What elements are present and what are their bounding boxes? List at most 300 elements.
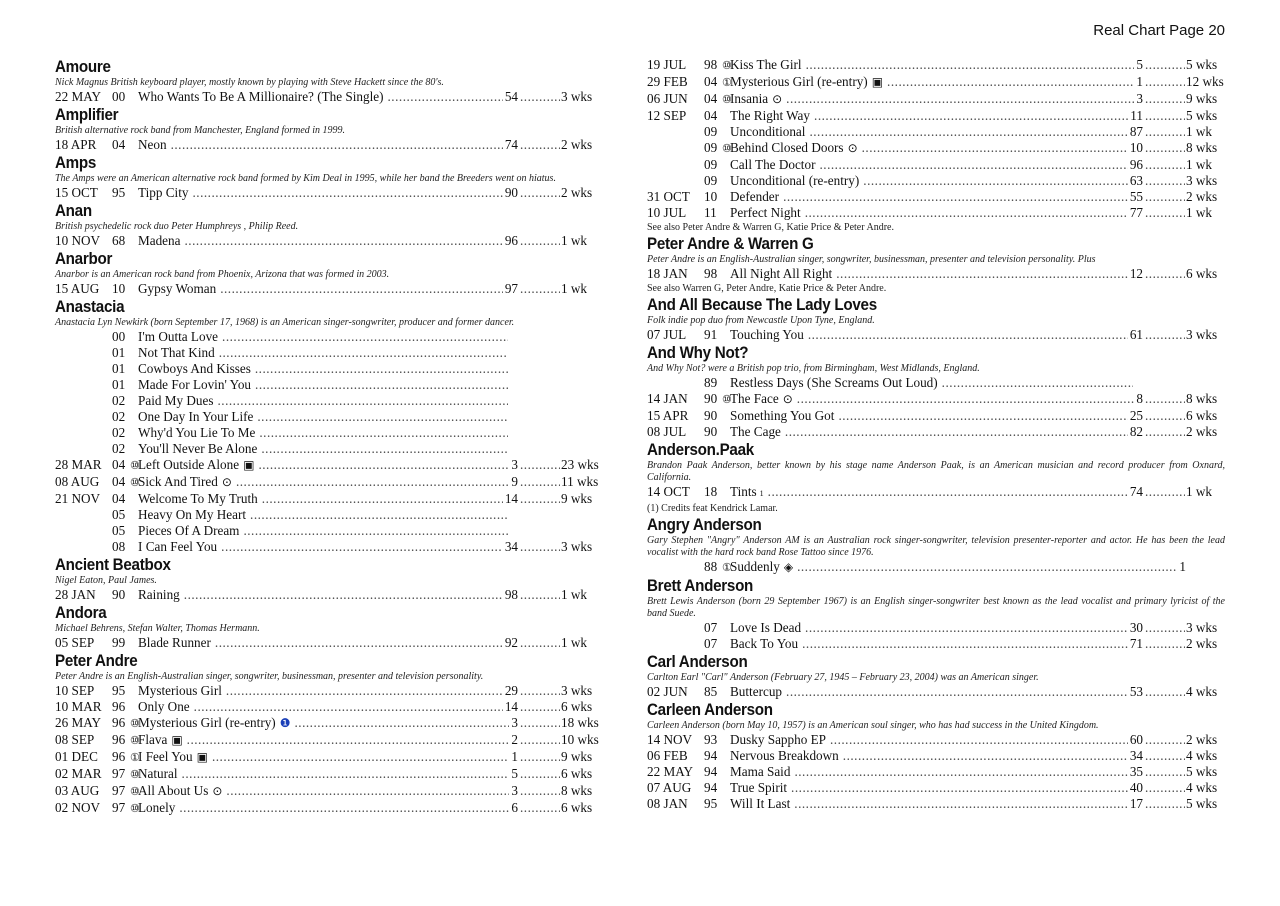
entry-peak-position: 3 [511,457,518,472]
chart-entry-row [647,189,1225,205]
entry-peak-position: 90 [504,185,518,200]
entry-title: Mama Said [730,764,791,779]
dot-leader [259,425,508,441]
chart-entry-row [647,636,1225,652]
entry-title: Lonely [138,800,176,815]
artist-block [647,576,1225,652]
artist-block [647,440,1225,515]
entry-year: 18 [704,484,718,499]
entry-year: 02 [112,425,126,440]
dot-leader [786,684,1128,700]
entry-weeks: 5 wks [1186,796,1218,811]
entry-peak-position: 14 [504,491,518,506]
dot-leader [520,491,560,507]
artist-name: Amps [55,154,97,172]
entry-weeks: 1 wk [561,587,588,602]
artist-description: Folk indie pop duo from Newcastle Upon Tyne, England. [647,315,875,326]
entry-year: 89 [704,375,718,390]
entry-title: Will It Last [730,796,791,811]
entry-title: Pieces Of A Dream [138,523,240,538]
entry-title: Something You Got [730,408,835,423]
dot-leader [805,620,1128,636]
entry-title: Back To You [730,636,799,651]
artist-block [647,343,1225,440]
entry-year: 94 [704,748,718,763]
entry-rank-marker: ⑩ [130,477,140,489]
see-also-note: See also Warren G, Peter Andre, Katie Price & Peter Andre. [647,283,887,294]
entry-title: Dusky Sappho EP [730,732,826,747]
entry-date: 07 AUG [647,780,692,795]
chart-entry-row [647,796,1225,812]
entry-title: One Day In Your Life [138,409,254,424]
entry-date: 18 APR [55,137,97,152]
entry-year: 04 [112,457,126,472]
dot-leader [1145,636,1185,652]
artist-name: Carleen Anderson [647,701,773,719]
dot-leader [226,783,509,799]
dot-leader [520,766,560,782]
entry-year: 96 [112,715,126,730]
entry-weeks: 2 wks [561,137,593,152]
entry-year: 98 [704,57,718,72]
entry-rank-marker: ① [130,752,140,764]
chart-entry-row [55,783,600,800]
entry-date: 31 OCT [647,189,690,204]
dot-leader [217,393,508,409]
dot-leader [184,233,502,249]
chart-entry-row [55,539,600,555]
dot-leader [1145,327,1185,343]
entry-title: Insania [730,91,769,106]
chart-entry-row [647,57,1225,74]
certification-icon: ▣ [871,75,884,89]
entry-year: 88 [704,559,718,574]
chart-entry-row [55,329,600,345]
entry-title: Natural [138,766,178,781]
entry-title: Not That Kind [138,345,215,360]
entry-title: True Spirit [730,780,788,795]
entry-rank-marker: ⑩ [722,60,732,72]
certification-icon: ⊙ [221,475,232,489]
entry-peak-position: 71 [1129,636,1143,651]
entry-year: 68 [112,233,126,248]
entry-year: 96 [112,699,126,714]
dot-leader [814,108,1128,124]
chart-entry-row [647,91,1225,108]
certification-icon: ▣ [243,458,255,472]
dot-leader [520,683,560,699]
entry-peak-position: 40 [1129,780,1143,795]
entry-peak-position: 12 [1129,266,1143,281]
entry-year: 96 [112,732,126,747]
dot-leader [215,635,503,651]
chart-entry-row [647,559,1225,576]
entry-title: The Right Way [730,108,811,123]
entry-title: Tints [730,484,757,499]
entry-peak-position: 34 [504,539,518,554]
entry-title: Unconditional (re-entry) [730,173,860,188]
dot-leader [182,766,510,782]
dot-leader [1145,748,1185,764]
entry-weeks: 11 wks [561,474,599,489]
artist-name: Amplifier [55,106,119,124]
entry-peak-position: 3 [511,715,518,730]
artist-description: Anarbor is an American rock band from Phoenix, Arizona that was formed in 2003. [55,269,390,280]
entry-year: 04 [704,91,718,106]
dot-leader [1145,91,1185,107]
dot-leader [192,185,502,201]
entry-date: 02 MAR [55,766,102,781]
entry-weeks: 9 wks [1186,91,1218,106]
artist-name: Anan [55,202,92,220]
entry-peak-position: 10 [1129,140,1143,155]
dot-leader [786,91,1134,107]
dot-leader [1145,57,1185,73]
dot-leader [520,281,560,297]
entry-title: I Feel You [138,749,193,764]
entry-year: 93 [704,732,718,747]
left-column [55,57,600,817]
entry-peak-position: 1 [1179,559,1186,574]
dot-leader [520,732,560,748]
dot-leader [520,749,560,765]
dot-leader [221,539,503,555]
dot-leader [843,748,1128,764]
entry-weeks: 2 wks [1186,636,1218,651]
dot-leader [520,457,560,473]
entry-date: 06 JUN [647,91,688,106]
dot-leader [262,491,503,507]
certification-icon: ▣ [196,750,208,764]
chart-entry-row [55,699,600,715]
entry-title: Perfect Night [730,205,801,220]
artist-name: Amoure [55,58,111,76]
dot-leader [863,173,1128,189]
entry-weeks: 1 wk [1186,484,1213,499]
dot-leader [808,327,1128,343]
entry-title: Gypsy Woman [138,281,217,296]
entry-year: 90 [704,408,718,423]
dot-leader [838,408,1127,424]
entry-weeks: 3 wks [1186,327,1218,342]
entry-rank-marker: ① [722,562,732,574]
chart-entry-row [55,732,600,749]
entry-year: 04 [704,108,718,123]
entry-date: 15 AUG [55,281,100,296]
entry-date: 07 JUL [647,327,687,342]
certification-icon: ❶ [279,716,291,730]
chart-entry-row [647,266,1225,282]
entry-weeks: 5 wks [1186,764,1218,779]
entry-weeks: 8 wks [561,783,593,798]
entry-title: Touching You [730,327,804,342]
dot-leader [1145,124,1185,140]
chart-entry-row [647,157,1225,173]
entry-year: 97 [112,800,126,815]
chart-entry-row [55,523,600,539]
entry-peak-position: 3 [1136,91,1143,106]
artist-block [55,249,600,297]
entry-rank-marker: ⑩ [130,803,140,815]
entry-year: 90 [112,587,126,602]
entry-date: 22 MAY [55,89,102,104]
dot-leader [887,74,1134,90]
entry-year: 01 [112,377,126,392]
artist-description: The Amps were an American alternative rock band formed by Kim Deal in 1995, while her band the Breeders went on hiatus. [55,173,556,184]
entry-title: The Cage [730,424,781,439]
chart-entry-row [55,507,600,523]
entry-year: 04 [112,137,126,152]
entry-year: 09 [704,157,718,172]
dot-leader [806,57,1135,73]
dot-leader [797,391,1135,407]
entry-date: 14 OCT [647,484,690,499]
artist-description: Peter Andre is an English-Australian singer, songwriter, businessman, presenter and television personality. Plus [647,254,1096,265]
entry-year: 05 [112,523,126,538]
entry-peak-position: 63 [1129,173,1143,188]
dot-leader [388,89,503,105]
entry-year: 90 [704,391,718,406]
dot-leader [222,329,508,345]
chart-entry-row [55,749,600,766]
chart-entry-row [55,393,600,409]
entry-weeks: 18 wks [561,715,599,730]
entry-weeks: 4 wks [1186,748,1218,763]
entry-date: 03 AUG [55,783,100,798]
dot-leader [261,441,508,457]
entry-peak-position: 96 [504,233,518,248]
entry-weeks: 4 wks [1186,780,1218,795]
entry-title: Buttercup [730,684,783,699]
entry-year: 01 [112,345,126,360]
chart-entry-row [647,173,1225,189]
entry-year: 10 [112,281,126,296]
entry-date: 26 MAY [55,715,102,730]
chart-entry-row [55,281,600,297]
entry-peak-position: 25 [1129,408,1143,423]
chart-entry-row [55,683,600,699]
dot-leader [1145,108,1185,124]
chart-entry-row [55,137,600,153]
entry-year: 04 [112,491,126,506]
chart-entry-row [647,124,1225,140]
artist-block [55,297,600,555]
chart-entry-row [647,424,1225,440]
dot-leader [255,377,508,393]
dot-leader [791,780,1128,796]
entry-peak-position: 82 [1129,424,1143,439]
entry-weeks: 8 wks [1186,391,1218,406]
artist-description: British psychedelic rock duo Peter Humphreys , Philip Reed. [55,221,299,232]
chart-entry-row [647,732,1225,748]
entry-year: 07 [704,620,718,635]
chart-entry-row [647,748,1225,764]
entry-weeks: 3 wks [561,683,593,698]
entry-date: 15 OCT [55,185,98,200]
entry-date: 21 NOV [55,491,101,506]
entry-title: Flava [138,732,168,747]
entry-peak-position: 35 [1129,764,1143,779]
dot-leader [1145,391,1185,407]
artist-block [55,105,600,153]
chart-entry-row [647,74,1225,91]
chart-entry-row [55,635,600,651]
dot-leader [236,474,509,490]
chart-entry-row [55,361,600,377]
dot-leader [768,484,1128,500]
artist-block [55,153,600,201]
dot-leader [520,185,560,201]
artist-description: Nick Magnus British keyboard player, mostly known by playing with Steve Hackett since the 80's. [55,77,444,88]
dot-leader [258,457,509,473]
artist-name: Angry Anderson [647,516,762,534]
chart-entry-row [55,185,600,201]
chart-entry-row [55,800,600,817]
entry-title: All About Us [138,783,209,798]
dot-leader [1145,157,1185,173]
chart-entry-row [647,780,1225,796]
dot-leader [794,764,1127,780]
see-also-note: (1) Credits feat Kendrick Lamar. [647,503,778,514]
entry-date: 22 MAY [647,764,694,779]
entry-peak-position: 6 [511,800,518,815]
dot-leader [1145,140,1185,156]
entry-title: Welcome To My Truth [138,491,258,506]
entry-year: 97 [112,766,126,781]
dot-leader [520,233,560,249]
dot-leader [219,345,508,361]
entry-peak-position: 3 [511,783,518,798]
entry-date: 02 NOV [55,800,101,815]
chart-entry-row [55,457,600,474]
entry-peak-position: 54 [504,89,518,104]
dot-leader [220,281,503,297]
entry-rank-marker: ⑩ [130,769,140,781]
entry-date: 19 JUL [647,57,687,72]
entry-weeks: 6 wks [1186,266,1218,281]
certification-icon: ⊙ [772,92,783,106]
entry-year: 95 [704,796,718,811]
dot-leader [194,699,503,715]
entry-peak-position: 77 [1129,205,1143,220]
entry-date: 02 JUN [647,684,688,699]
entry-year: 11 [704,205,717,220]
dot-leader [226,683,503,699]
entry-title: Suddenly [730,559,780,574]
entry-title: Unconditional [730,124,806,139]
entry-peak-position: 98 [504,587,518,602]
entry-peak-position: 1 [1136,74,1143,89]
page-header: Real Chart Page 20 [1093,22,1225,39]
entry-title: You'll Never Be Alone [138,441,258,456]
dot-leader [1145,620,1185,636]
certification-icon: ◈ [783,560,794,574]
artist-block [55,603,600,651]
entry-footnote-ref: 1 [759,489,764,498]
chart-entry-row [55,474,600,491]
dot-leader [520,137,560,153]
dot-leader [862,140,1128,156]
artist-description: Michael Behrens, Stefan Walter, Thomas Hermann. [55,623,260,634]
entry-year: 95 [112,185,126,200]
dot-leader [802,636,1128,652]
entry-title: Only One [138,699,190,714]
artist-block [55,57,600,105]
dot-leader [520,539,560,555]
entry-title: Sick And Tired [138,474,218,489]
chart-entry-row [647,205,1225,221]
entry-title: Left Outside Alone [138,457,240,472]
certification-icon: ⊙ [212,784,223,798]
dot-leader [1145,484,1185,500]
dot-leader [1145,189,1185,205]
entry-weeks: 23 wks [561,457,599,472]
entry-date: 01 DEC [55,749,98,764]
entry-weeks: 1 wk [1186,157,1213,172]
chart-entry-row [647,327,1225,343]
entry-title: Cowboys And Kisses [138,361,251,376]
dot-leader [520,587,560,603]
entry-date: 06 FEB [647,748,688,763]
entry-weeks: 2 wks [561,185,593,200]
entry-title: Kiss The Girl [730,57,802,72]
chart-entry-row [647,484,1225,502]
chart-entry-row [55,441,600,457]
entry-year: 10 [704,189,718,204]
chart-entry-row [55,409,600,425]
entry-peak-position: 8 [1136,391,1143,406]
entry-rank-marker: ⑩ [130,460,140,472]
entry-title: Neon [138,137,167,152]
dot-leader [520,715,560,731]
artist-name: And Why Not? [647,344,749,362]
entry-peak-position: 97 [504,281,518,296]
entry-year: 90 [704,424,718,439]
entry-year: 99 [112,635,126,650]
entry-weeks: 6 wks [561,800,593,815]
entry-title: Restless Days (She Screams Out Loud) [730,375,938,390]
artist-name: Carl Anderson [647,653,748,671]
entry-title: All Night All Right [730,266,833,281]
entry-weeks: 3 wks [561,539,593,554]
entry-weeks: 1 wk [1186,124,1213,139]
entry-weeks: 12 wks [1186,74,1224,89]
entry-date: 28 MAR [55,457,102,472]
dot-leader [1145,205,1185,221]
dot-leader [1145,408,1185,424]
entry-title: Call The Doctor [730,157,816,172]
artist-block [647,652,1225,700]
entry-peak-position: 61 [1129,327,1143,342]
artist-description: Gary Stephen "Angry" Anderson AM is an Australian rock singer-songwriter, television presenter-reporter and actor. He has been the lead vocalist with the hard rock band Rose Tattoo since 1976. [647,535,1225,558]
dot-leader [1145,796,1185,812]
entry-year: 85 [704,684,718,699]
see-also-note: See also Peter Andre & Warren G, Katie Price & Peter Andre. [647,222,894,233]
entry-peak-position: 2 [511,732,518,747]
entry-title: I'm Outta Love [138,329,219,344]
entry-title: Mysterious Girl (re-entry) [138,715,276,730]
entry-date: 18 JAN [647,266,688,281]
artist-description: Nigel Eaton, Paul James. [55,575,157,586]
dot-leader [1145,684,1185,700]
entry-date: 15 APR [647,408,689,423]
dot-leader [1145,780,1185,796]
artist-block [647,700,1225,812]
entry-title: Who Wants To Be A Millionaire? (The Single) [138,89,384,104]
entry-date: 12 SEP [647,108,687,123]
entry-title: Madena [138,233,181,248]
entry-weeks: 3 wks [1186,620,1218,635]
